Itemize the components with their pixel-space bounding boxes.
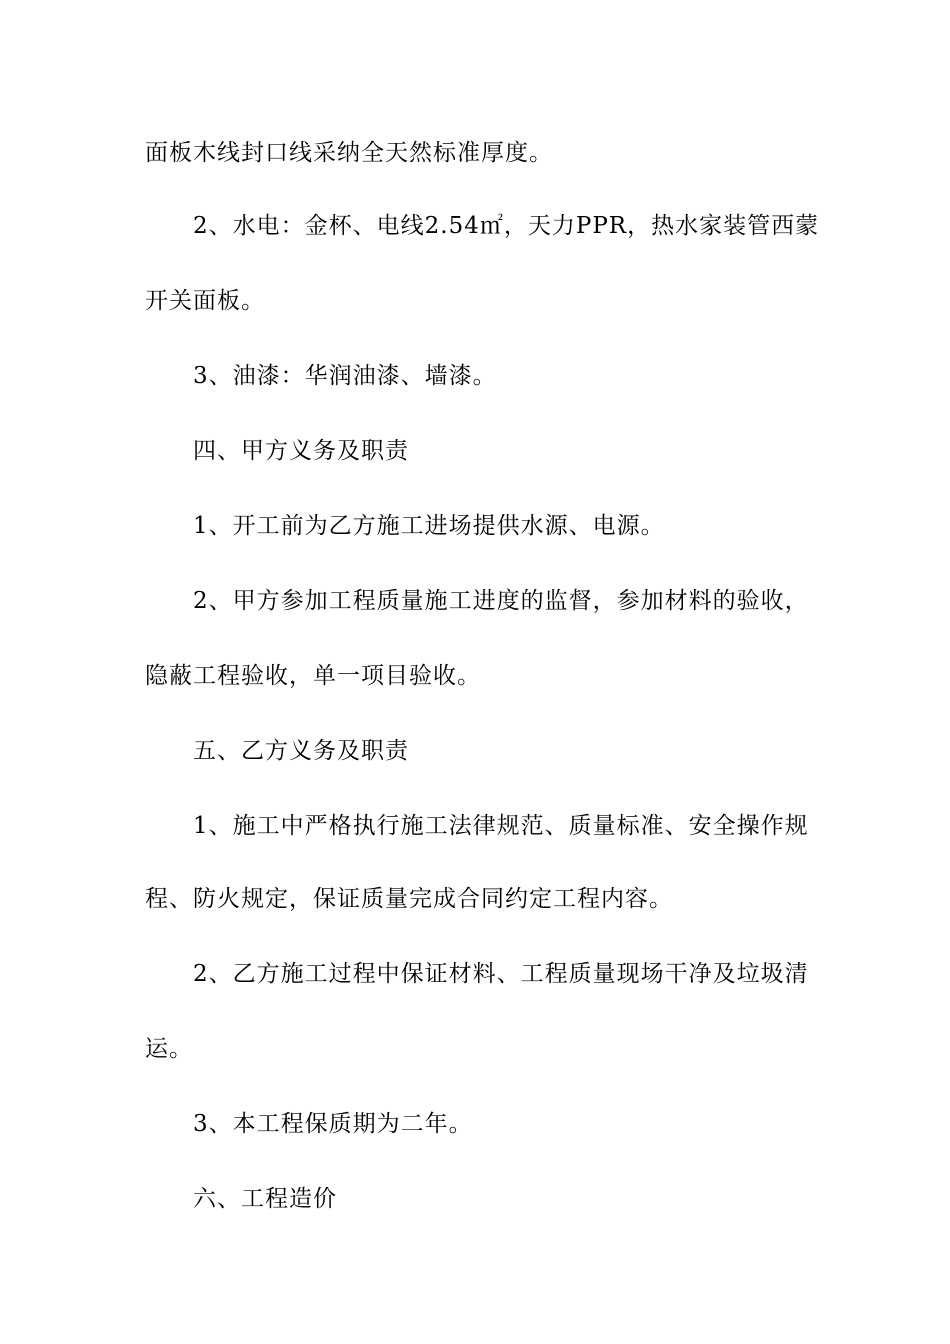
paragraph-continuation-materials: 面板木线封口线采纳全天然标准厚度。 bbox=[145, 140, 553, 166]
paragraph-party-a-item-2: 2、甲方参加工程质量施工进度的监督，参加材料的验收， bbox=[193, 588, 809, 614]
paragraph-plumbing-electrical: 2、水电：金杯、电线2.54㎡，天力PPR，热水家装管西蒙 bbox=[193, 213, 820, 239]
section-heading-party-a: 四、甲方义务及职责 bbox=[193, 438, 409, 464]
paragraph-party-b-item-2: 2、乙方施工过程中保证材料、工程质量现场干净及垃圾清 bbox=[193, 961, 809, 987]
paragraph-party-b-item-2-cont: 运。 bbox=[145, 1036, 193, 1062]
paragraph-paint: 3、油漆：华润油漆、墙漆。 bbox=[193, 363, 497, 389]
paragraph-party-a-item-2-cont: 隐蔽工程验收，单一项目验收。 bbox=[145, 663, 481, 689]
section-heading-project-cost: 六、工程造价 bbox=[193, 1186, 337, 1212]
paragraph-party-b-item-3: 3、本工程保质期为二年。 bbox=[193, 1111, 473, 1137]
paragraph-party-b-item-1: 1、施工中严格执行施工法律规范、质量标准、安全操作规 bbox=[193, 813, 809, 839]
paragraph-plumbing-electrical-cont: 开关面板。 bbox=[145, 288, 265, 314]
paragraph-party-b-item-1-cont: 程、防火规定，保证质量完成合同约定工程内容。 bbox=[145, 886, 673, 912]
paragraph-party-a-item-1: 1、开工前为乙方施工进场提供水源、电源。 bbox=[193, 513, 665, 539]
section-heading-party-b: 五、乙方义务及职责 bbox=[193, 738, 409, 764]
